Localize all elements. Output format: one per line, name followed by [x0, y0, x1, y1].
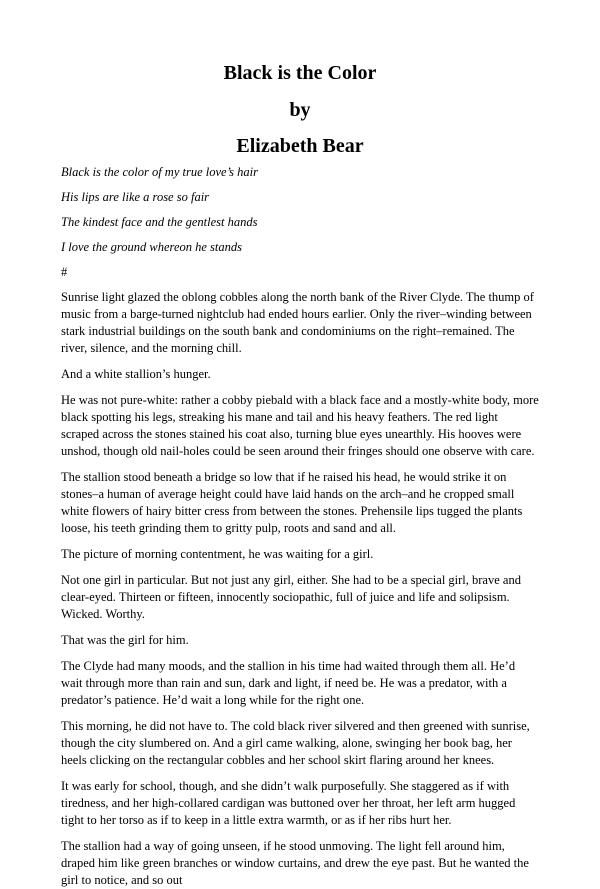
paragraph: The picture of morning contentment, he was waiting for a girl. [61, 547, 374, 561]
paragraph: And a white stallion’s hunger. [61, 367, 211, 381]
author-name: Elizabeth Bear [236, 135, 364, 157]
paragraph: The Clyde had many moods, and the stallion in his time had waited through them all. He’d wait through more than rain and sun, dark and light, if need be. He was a predator, with a predator’s patience. He’d wait a long while for the right one. [61, 659, 516, 707]
story-title: Black is the Color [223, 62, 377, 84]
paragraph: The stallion had a way of going unseen, if he stood unmoving. The light fell around him, draped him like green branches or window curtains, and drew the eye past. But he wanted the girl to notice, and so out [61, 839, 529, 887]
verse-line: The kindest face and the gentlest hands [61, 215, 258, 229]
paragraph: That was the girl for him. [61, 633, 189, 647]
paragraph: It was early for school, though, and she didn’t walk purposefully. She staggered as if with tiredness, and her high-collared cardigan was buttoned over her throat, her left arm hugged tight to her torso as if to keep in a little extra warmth, or as if her ribs hurt her. [61, 779, 516, 827]
verse-line: I love the ground whereon he stands [61, 240, 242, 254]
story-body [61, 289, 539, 889]
paragraph: This morning, he did not have to. The cold black river silvered and then greened with sunrise, though the city slumbered on. And a girl came walking, alone, swinging her book bag, her heels clicking on the rectangular cobbles and her school skirt flaring around her knees. [61, 719, 530, 767]
paragraph: He was not pure-white: rather a cobby piebald with a black face and a mostly-white body, more black spotting his legs, streaking his mane and tail and his heavy feathers. The red light scraped across the stones stained his coat also, turning blue eyes unearthly. His hooves were unshod, though old nail-holes could be seen around their fringes should one observe with care. [61, 393, 539, 458]
paragraph: The stallion stood beneath a bridge so low that if he raised his head, he would strike it on stones–a human of average height could have laid hands on the arch–and he cropped small white flowers of hairy bitter cress from between the stones. Prehensile lips tugged the plants loose, his teeth grinding them to gritty pulp, roots and sand and all. [61, 470, 523, 535]
verse-line: Black is the color of my true love’s hair [61, 165, 258, 179]
epigraph-verse [61, 164, 539, 256]
verse-line: His lips are like a rose so fair [61, 190, 210, 204]
section-separator: # [61, 265, 68, 279]
byline-by: by [289, 99, 311, 121]
paragraph: Not one girl in particular. But not just any girl, either. She had to be a special girl, brave and clear-eyed. Thirteen or fifteen, innocently sociopathic, full of juice and life and solipsism. Wicked. Worthy. [61, 573, 521, 621]
paragraph: Sunrise light glazed the oblong cobbles along the north bank of the River Clyde. The thump of music from a barge-turned nightclub had ended hours earlier. Only the river–winding between stark industrial buildings on the south bank and condominiums on the right–remained. The river, silence, and the morning chill. [61, 290, 534, 355]
